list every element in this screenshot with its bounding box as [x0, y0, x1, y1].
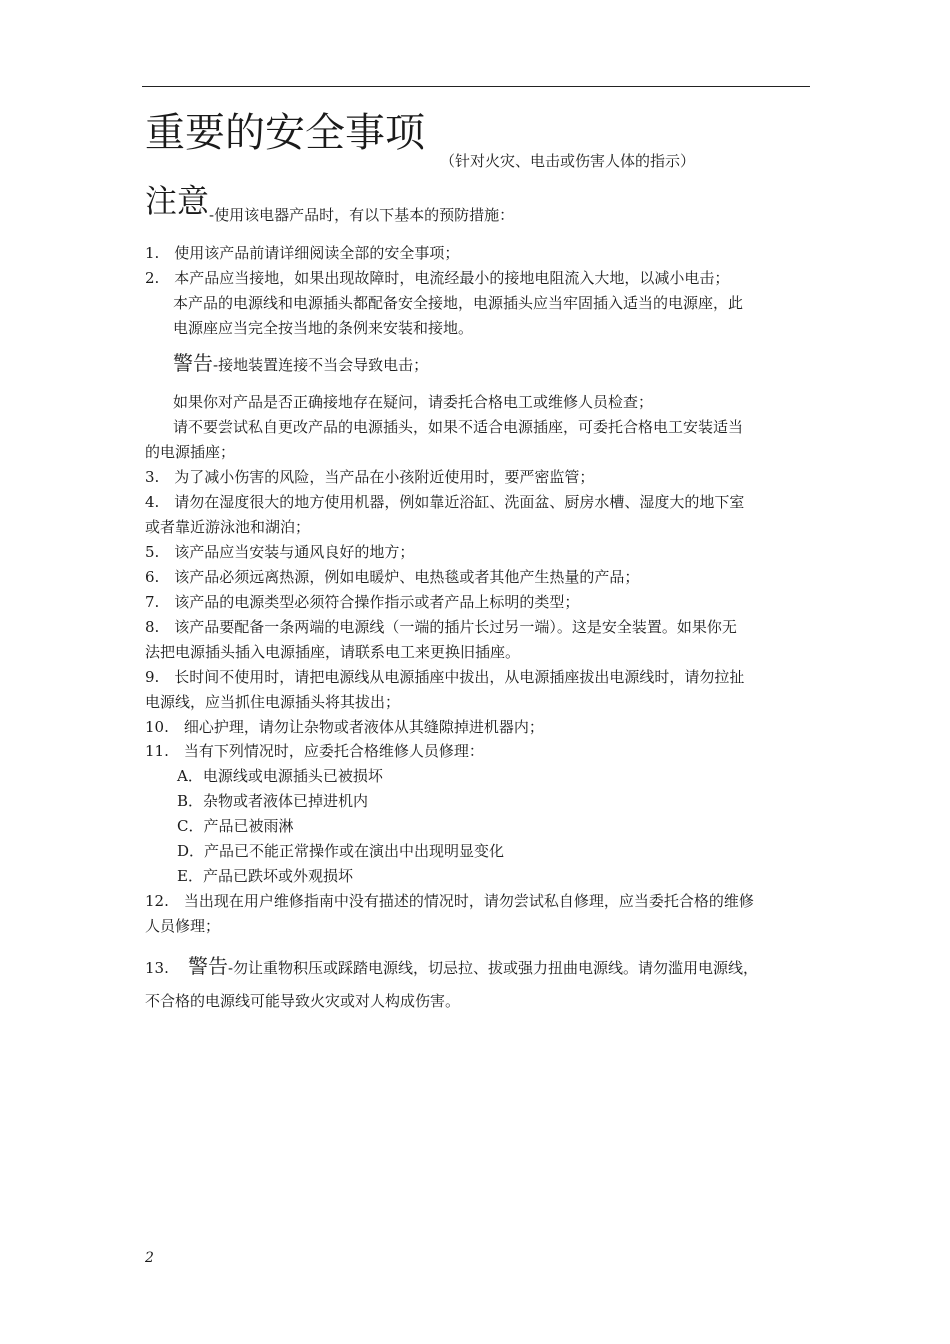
list-item-6: 6. 该产品必须远离热源，例如电暖炉、电热毯或者其他产生热量的产品；	[145, 568, 640, 586]
list-item-9-line2: 电源线，应当抓住电源插头将其拔出；	[145, 693, 401, 711]
list-item-12-line2: 人员修理；	[145, 917, 221, 935]
sub-item-d: D．产品已不能正常操作或在演出中出现明显变化	[177, 842, 505, 860]
top-rule	[142, 86, 810, 87]
list-item-10: 10. 细心护理，请勿让杂物或者液体从其缝隙掉进机器内；	[145, 718, 544, 736]
list-item-2-line5: 请不要尝试私自更改产品的电源插头，如果不适合电源插座，可委托合格电工安装适当	[173, 418, 744, 436]
list-item-9-line1: 9. 长时间不使用时，请把电源线从电源插座中拔出，从电源插座拔出电源线时，请勿拉扯	[145, 668, 745, 686]
notice-text: -使用该电器产品时，有以下基本的预防措施：	[209, 206, 515, 224]
sub-item-a: A．电源线或电源插头已被损坏	[177, 767, 383, 785]
warning-2-text: -勿让重物积压或踩踏电源线，切忌拉、拔或强力扭曲电源线。请勿滥用电源线，	[227, 959, 759, 977]
warning-1	[173, 347, 428, 376]
list-item-2-line2: 本产品的电源线和电源插头都配备安全接地，电源插头应当牢固插入适当的电源座，此	[173, 294, 744, 312]
list-item-11: 11. 当有下列情况时，应委托合格维修人员修理：	[145, 742, 484, 760]
list-item-13-line1	[145, 950, 758, 979]
list-item-2-line4: 如果你对产品是否正确接地存在疑问，请委托合格电工或维修人员检查；	[173, 393, 654, 411]
list-item-2-line3: 电源座应当完全按当地的条例来安装和接地。	[173, 319, 474, 337]
list-item-2-line1: 2. 本产品应当接地，如果出现故障时，电流经最小的接地电阻流入大地，以减小电击；	[145, 269, 730, 287]
list-item-1: 1. 使用该产品前请详细阅读全部的安全事项；	[145, 244, 460, 262]
list-item-3: 3. 为了减小伤害的风险，当产品在小孩附近使用时，要严密监管；	[145, 468, 595, 486]
sub-item-b: B．杂物或者液体已掉进机内	[177, 792, 369, 810]
list-item-8-line2: 法把电源插头插入电源插座，请联系电工来更换旧插座。	[145, 643, 521, 661]
list-item-8-line1: 8. 该产品要配备一条两端的电源线（一端的插片长过另一端）。这是安全装置。如果你无	[145, 618, 737, 636]
list-item-7: 7. 该产品的电源类型必须符合操作指示或者产品上标明的类型；	[145, 593, 580, 611]
notice-heading: 注意	[145, 182, 210, 220]
sub-item-c: C．产品已被雨淋	[177, 817, 294, 835]
page-subtitle: （针对火灾、电击或伤害人体的指示）	[440, 152, 696, 170]
page-title: 重要的安全事项	[145, 110, 425, 156]
list-item-2-line6: 的电源插座；	[145, 443, 236, 461]
list-item-4-line1: 4. 请勿在湿度很大的地方使用机器，例如靠近浴缸、洗面盆、厨房水槽、湿度大的地下室	[145, 493, 745, 511]
warning-1-heading: 警告	[173, 351, 213, 375]
sub-item-e: E．产品已跌坏或外观损坏	[177, 867, 353, 885]
list-item-4-line2: 或者靠近游泳池和湖泊；	[145, 518, 311, 536]
list-item-12-line1: 12. 当出现在用户维修指南中没有描述的情况时，请勿尝试私自修理，应当委托合格的维修	[145, 892, 754, 910]
page-number: 2	[145, 1250, 154, 1266]
list-item-13-number: 13.	[145, 959, 169, 977]
list-item-13-line2: 不合格的电源线可能导致火灾或对人构成伤害。	[145, 992, 461, 1010]
list-item-5: 5. 该产品应当安装与通风良好的地方；	[145, 543, 415, 561]
notice-block	[145, 182, 515, 224]
warning-1-text: -接地装置连接不当会导致电击；	[213, 356, 429, 374]
warning-2-heading: 警告	[187, 954, 228, 978]
